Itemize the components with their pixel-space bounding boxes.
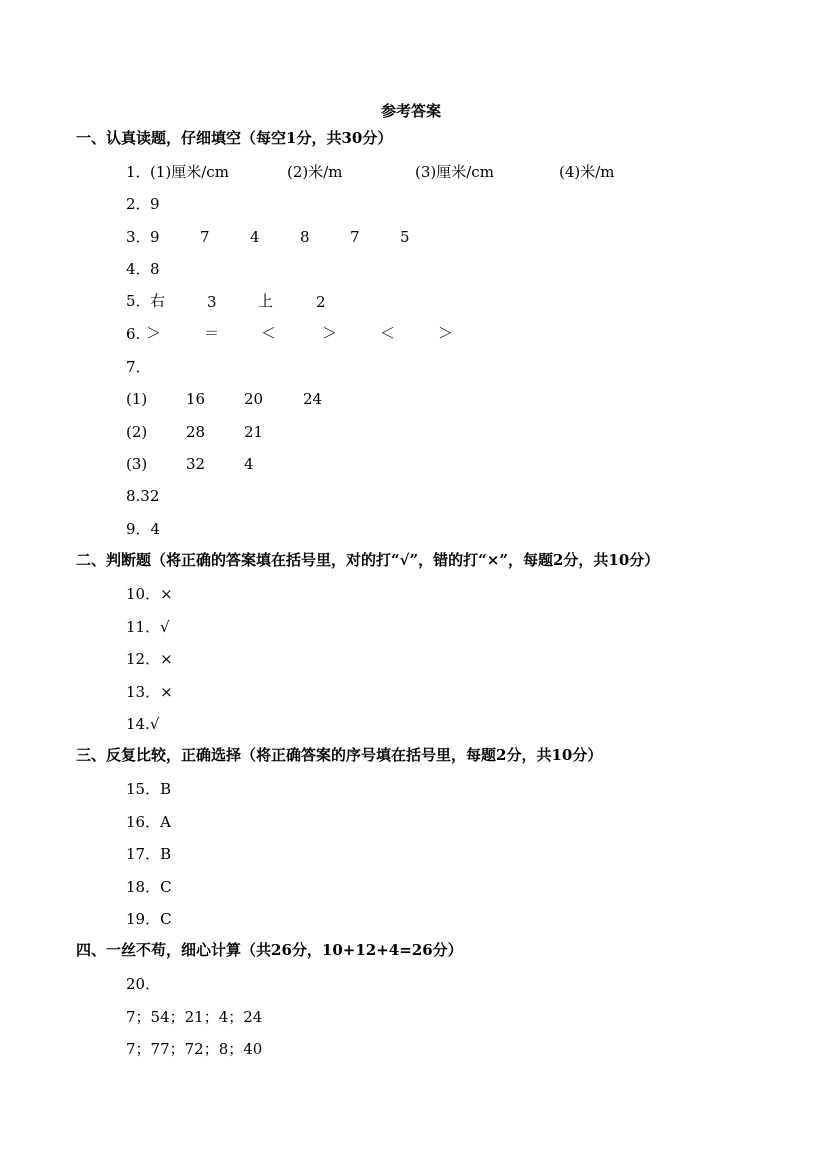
q2-number: 2． [126, 195, 151, 213]
q18-answer: 18．C [126, 878, 172, 896]
section-3-heading: 三、反复比较，正确选择（将正确答案的序号填在括号里，每题2分，共10分） [76, 746, 603, 764]
q20-answer-line-1: 7；54；21；4；24 [126, 1008, 263, 1026]
q5-answer-2: 3 [207, 293, 217, 311]
q3-answer-5: 7 [350, 228, 360, 246]
q7-row-1-answer-1: 16 [186, 390, 206, 408]
q6-answer-2: ＝ [204, 324, 220, 342]
q7-number: 7． [126, 358, 151, 376]
q3-number: 3． [126, 228, 151, 246]
q1-number: 1． [126, 163, 151, 181]
q3-answer-2: 7 [200, 228, 210, 246]
q7-row-3-answer-1: 32 [186, 455, 206, 473]
q9-answer: 9．4 [126, 520, 161, 538]
q13-answer: 13．× [126, 683, 173, 701]
q7-row-1-answer-2: 20 [244, 390, 264, 408]
q3-answer-6: 5 [400, 228, 410, 246]
section-4-heading: 四、一丝不苟，细心计算（共26分，10+12+4=26分） [76, 941, 463, 959]
q7-row-2-label: (2) [126, 423, 148, 441]
q7-row-3-label: (3) [126, 455, 148, 473]
q16-answer: 16．A [126, 813, 171, 831]
q6-answer-3: ＜ [261, 324, 277, 342]
q15-answer: 15．B [126, 780, 172, 798]
q8-answer: 8.32 [126, 487, 160, 505]
q5-answer-1: 右 [150, 292, 166, 310]
q10-answer: 10．× [126, 585, 173, 603]
q5-answer-3: 上 [258, 292, 274, 310]
q1-answer-3: (3)厘米/cm [415, 163, 494, 181]
section-1-heading: 一、认真读题，仔细填空（每空1分，共30分） [76, 129, 393, 147]
q7-row-2-answer-1: 28 [186, 423, 206, 441]
q19-answer: 19．C [126, 910, 172, 928]
q5-number: 5． [126, 292, 151, 310]
q12-answer: 12．× [126, 650, 173, 668]
q17-answer: 17．B [126, 845, 172, 863]
q3-answer-3: 4 [250, 228, 260, 246]
q7-row-2-answer-2: 21 [244, 423, 264, 441]
q20-number: 20． [126, 975, 161, 993]
q3-answer-1: 9 [150, 228, 160, 246]
q1-answer-1: (1)厘米/cm [150, 163, 229, 181]
q1-answer-4: (4)米/m [559, 163, 615, 181]
q4-number: 4． [126, 260, 151, 278]
q4-answer: 8 [150, 260, 160, 278]
q6-answer-1: ＞ [146, 324, 162, 342]
q6-answer-4: ＞ [322, 324, 338, 342]
q5-answer-4: 2 [316, 293, 326, 311]
q1-answer-2: (2)米/m [287, 163, 343, 181]
q6-answer-6: ＞ [438, 324, 454, 342]
q20-answer-line-2: 7；77；72；8；40 [126, 1040, 263, 1058]
q7-row-1-answer-3: 24 [303, 390, 323, 408]
q7-row-3-answer-2: 4 [244, 455, 254, 473]
q6-answer-5: ＜ [380, 324, 396, 342]
q2-answer: 9 [150, 195, 160, 213]
section-2-heading: 二、判断题（将正确的答案填在括号里，对的打“√”，错的打“×”，每题2分，共10分） [76, 551, 660, 569]
q14-answer: 14.√ [126, 715, 160, 733]
q7-row-1-label: (1) [126, 390, 148, 408]
q6-number: 6. [126, 325, 141, 343]
q3-answer-4: 8 [300, 228, 310, 246]
q11-answer: 11．√ [126, 618, 170, 636]
page-title: 参考答案 [381, 102, 442, 120]
